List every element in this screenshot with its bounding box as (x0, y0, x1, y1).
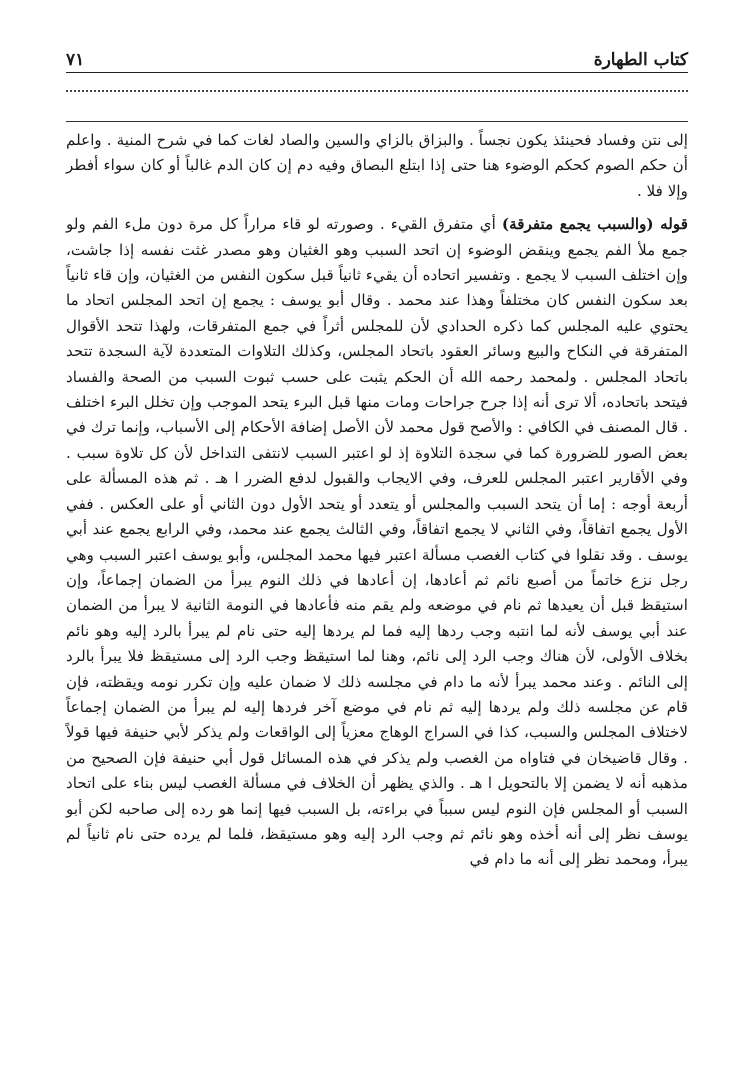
page-header (66, 34, 688, 70)
book-title: كتاب الطهارة (593, 50, 688, 70)
content-rule (66, 121, 688, 122)
body-text (66, 128, 688, 873)
paragraph (66, 212, 688, 873)
paragraph-lead: قوله (والسبب يجمع متفرقة) (501, 215, 688, 234)
page-number: ٧١ (66, 50, 85, 70)
paragraph-text: أي متفرق القيء . وصورته لو قاء مراراً كل مرة دون ملء الفم ولو جمع ملأ الفم يجمع وينقض الوضوء إن اتحد السبب وهو الغثيان وهو مصدر غثت نفسه إذا جاشت، وإن اختلف السبب لا يجمع . وتفسير اتحاده أن يقيء ثانياً قبل سكون النفس من الغثيان، وإن قاء ثانياً بعد سكون النفس كان مختلفاً وهذا عند محمد . وقال أبو يوسف : يجمع إن اتحد المجلس اتحاد ما يحتوي عليه المجلس كما ذكره الحدادي لأن للمجلس أثراً في جمع المتفرقات، ولهذا تتحد الأقوال المتفرقة في النكاح والبيع وسائر العقود باتحاد المجلس، وكذلك التلاوات المتعددة لآية السجدة تتحد باتحاد المجلس . ولمحمد رحمه الله أن الحكم يثبت على حسب ثبوت السبب من الصحة والفساد فيتحد باتحاده، ألا ترى أنه إذا جرح جراحات ومات منها قبل البرء يتحد الموجب وإن تخلل البرء اختلف . قال المصنف في الكافي : والأصح قول محمد لأن الأصل إضافة الأحكام إلى الأسباب، وإنما ترك في بعض الصور للضرورة كما في سجدة التلاوة إذ لو اعتبر السبب لانتفى التداخل لأن كل تلاوة سبب . وفي الأقارير اعتبر المجلس للعرف، وفي الايجاب والقبول لدفع الضرر ا هـ . ثم هذه المسألة على أربعة أوجه : إما أن يتحد السبب والمجلس أو يتعدد أو يتحد الأول دون الثاني أو على العكس . ففي الأول يجمع اتفاقاً، وفي الثاني لا يجمع اتفاقاً، وفي الثالث يجمع عند محمد، وفي الرابع يجمع عند أبي يوسف . وقد نقلوا في كتاب الغصب مسألة اعتبر فيها محمد المجلس، وأبو يوسف اعتبر السبب وهي رجل نزع خاتماً من أصبع نائم ثم أعادها، إن أعادها في ذلك النوم يبرأ من الضمان إجماعاً، وإن استيقظ قبل أن يعيدها ثم نام في موضعه ولم يقم منه فأعادها في النومة الثانية لا يبرأ من الضمان عند أبي يوسف لأنه لما انتبه وجب ردها إليه فما لم يردها إليه حتى نام لم يبرأ بالرد إليه وهو نائم بخلاف الأولى، لأن هناك وجب الرد إلى نائم، وهنا لما استيقظ وجب الرد إلى مستيقظ فلا يبرأ بالرد إلى النائم . وعند محمد يبرأ لأنه ما دام في مجلسه ذلك لا ضمان عليه وإن تكرر نومه ويقظته، فإن قام عن مجلسه ذلك ولم يردها إليه ثم نام في موضع آخر فردها إليه لم يبرأ من الضمان إجماعاً لاختلاف المجلس والسبب، كذا في السراج الوهاج معزياً إلى الواقعات ولم يذكر لأبي حنيفة فيها قولاً . وقال قاضيخان في فتاواه من الغصب ولم يذكر في هذه المسائل قول أبي حنيفة فإن الصحيح من مذهبه أنه لا يضمن إلا بالتحويل ا هـ . والذي يظهر أن الخلاف في مسألة الغصب ليس بناء على اتحاد السبب أو المجلس فإن النوم ليس سبباً في براءته، بل السبب فيها إنما هو رده إلى صاحبه لكن أبو يوسف نظر إلى أنه أخذه وهو نائم ثم وجب الرد إليه وهو مستيقظ، فلما لم يرده حتى نام ثانياً لم يبرأ، ومحمد نظر إلى أنه ما دام في (66, 215, 688, 869)
paragraph (66, 128, 688, 204)
header-rule (66, 72, 688, 73)
paragraph-text: إلى نتن وفساد فحينئذ يكون نجساً . والبزاق بالزاي والسين والصاد لغات كما في شرح المنية . واعلم أن حكم الصوم كحكم الوضوء هنا حتى إذا ابتلع البصاق وفيه دم إن كان الدم غالباً أو كان سواء أفطر وإلا فلا . (66, 131, 688, 200)
dotted-separator (66, 90, 688, 92)
